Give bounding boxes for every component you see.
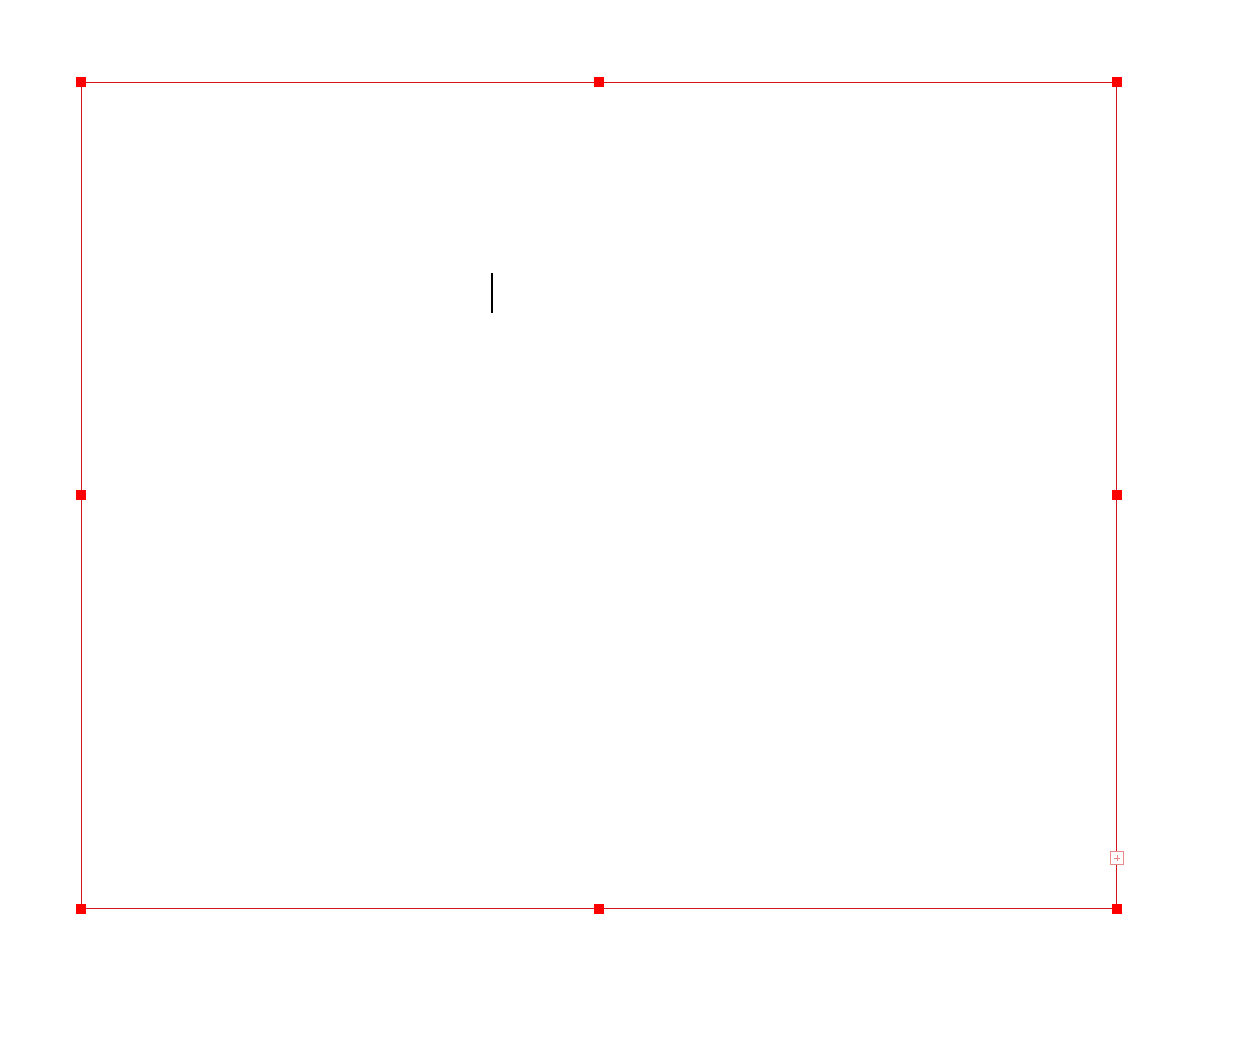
text-cursor — [491, 273, 493, 313]
handle-bottom-right[interactable] — [1112, 904, 1122, 914]
out-port-icon[interactable] — [1110, 851, 1124, 865]
handle-top-left[interactable] — [76, 77, 86, 87]
handle-middle-right[interactable] — [1112, 490, 1122, 500]
handle-middle-left[interactable] — [76, 490, 86, 500]
text-frame[interactable] — [81, 82, 1117, 909]
handle-top-right[interactable] — [1112, 77, 1122, 87]
handle-bottom-center[interactable] — [594, 904, 604, 914]
handle-bottom-left[interactable] — [76, 904, 86, 914]
handle-top-center[interactable] — [594, 77, 604, 87]
